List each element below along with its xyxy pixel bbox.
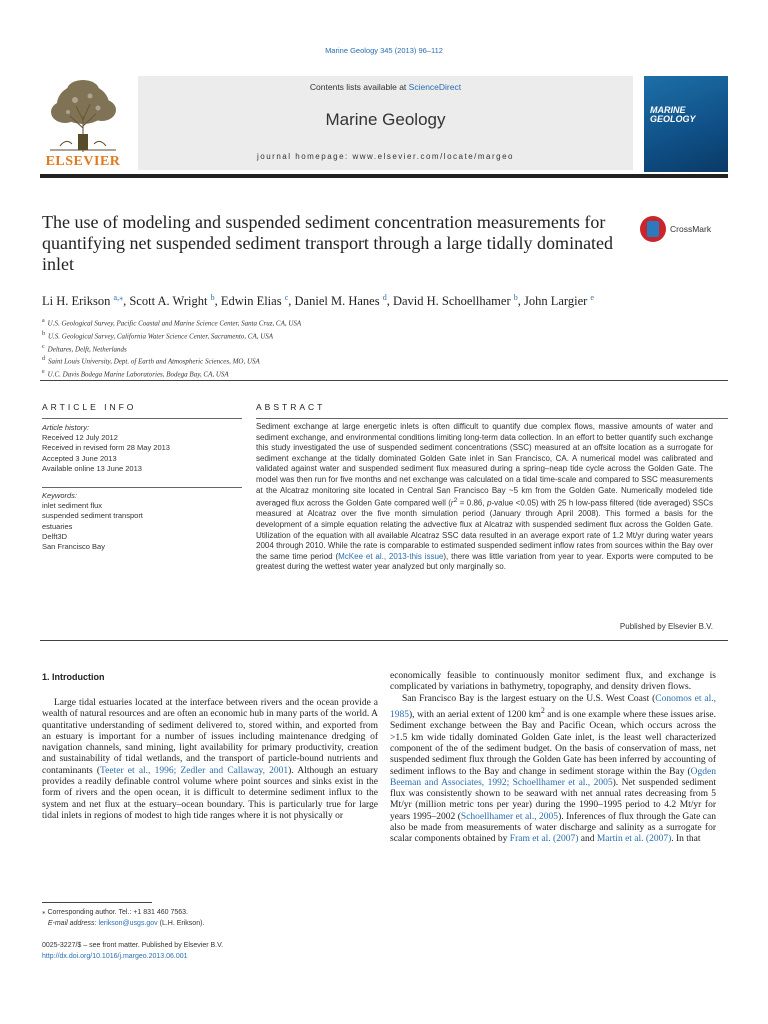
affiliation-list <box>42 316 642 380</box>
contents-prefix: Contents lists available at <box>309 82 409 92</box>
paragraph: economically feasible to continuously monitor sediment flux, and exchange is complicated by variations in bathymetry, topography, and density driven flows. <box>390 671 716 693</box>
abstract-heading: ABSTRACT <box>256 402 326 412</box>
keyword-item: suspended sediment transport <box>42 511 143 521</box>
author-name[interactable]: Scott A. Wright <box>129 294 208 309</box>
crossmark-badge[interactable] <box>640 216 740 244</box>
corresponding-author: ⁎ Corresponding author. Tel.: +1 831 460 7563. <box>42 909 189 916</box>
keywords-divider <box>42 487 242 488</box>
affiliation-item: $^e$ U.C. Davis Bodega Marine Laboratories, Bodega Bay, CA, USA <box>42 369 229 379</box>
author-affiliation-marker[interactable]: b <box>513 293 518 302</box>
reference-link[interactable]: Teeter et al., 1996; Zedler and Callaway, 2001 <box>100 765 289 776</box>
cover-title: MARINE GEOLOGY <box>650 105 696 124</box>
journal-citation[interactable]: Marine Geology 345 (2013) 96–112 <box>325 46 443 55</box>
article-title: The use of modeling and suspended sediment concentration measurements for quantifying net suspended sediment transport through a large tidally dominated inlet <box>42 212 614 274</box>
history-item: Accepted 3 June 2013 <box>42 453 117 463</box>
email-link[interactable]: lerikson@usgs.gov <box>98 920 158 927</box>
masthead-banner <box>138 76 633 170</box>
history-item: Received in revised form 28 May 2013 <box>42 443 170 453</box>
author-name[interactable]: Daniel M. Hanes <box>294 294 380 309</box>
affiliation-item: $^b$ U.S. Geological Survey, California Water Science Center, Sacramento, CA, USA <box>42 330 274 341</box>
author-name[interactable]: Li H. Erikson <box>42 294 111 309</box>
affiliation-item: $^a$ U.S. Geological Survey, Pacific Coastal and Marine Science Center, Santa Cruz, CA, USA <box>42 318 302 328</box>
article-info-heading: ARTICLE INFO <box>42 402 137 412</box>
author-name[interactable]: Edwin Elias <box>220 294 282 309</box>
affiliation-item: $^c$ Deltares, Delft, Netherlands <box>42 343 127 353</box>
reference-link[interactable]: Martin et al. (2007) <box>596 834 672 845</box>
keywords-label: Keywords: <box>42 491 78 500</box>
affiliation-divider <box>40 380 728 381</box>
email-line: E-mail address: lerikson@usgs.gov (L.H. Erikson). <box>47 920 205 927</box>
contents-available-line <box>138 82 633 92</box>
reference-link[interactable]: McKee et al., 2013-this issue <box>338 551 444 561</box>
paragraph: San Francisco Bay is the largest estuary on the U.S. West Coast (Conomos et al., 1985), with an aerial extent of 1200 $km^2$ and is one example where these issues arise. Sediment exchange between the Bay and Pacific Ocean, which occurs across the >1.5 km wide tidally dominated Golden Gate inlet, is the least well characterized component of the of the sediment budget. On the basis of conservation of mass, net suspended sediment flux through the Golden Gate has been inferred by accounting of sediment inflows to the Bay and change in sediment storage within the Bay (Ogden Beeman and Associates, 1992; Schoellhamer et al., 2005). Net suspended sediment flux was consistently shown to be seaward with net annual rates decreasing from 5 Mt/yr (million metric tons per year) during the 1990–1995 period to 4.2 Mt/yr for years 1995–2002 (Schoellhamer et al., 2005). Inferences of flux through the Gate can also be made from measurements of water discharge and salinity as a surrogate for scalar components obtained by Fram et al. (2007) and Martin et al. (2007). In that <box>390 693 717 845</box>
reference-link[interactable]: Conomos et al., 1985 <box>390 693 716 721</box>
abstract-bottom-divider <box>40 640 728 641</box>
reference-link[interactable]: Schoellhamer et al., 2005 <box>460 811 559 822</box>
author-list: Li H. Erikson $^{a,⁎}$, Scott A. Wright $^b$, Edwin Elias $^c$, Daniel M. Hanes $^d$, David H. Schoellhamer $^b$, John Largier $^e$ <box>42 293 594 309</box>
keyword-item: San Francisco Bay <box>42 542 105 552</box>
crossmark-icon <box>640 216 666 242</box>
author-affiliation-marker[interactable]: d <box>382 293 387 302</box>
keywords <box>42 491 242 552</box>
doi-link[interactable]: http://dx.doi.org/10.1016/j.margeo.2013.06.001 <box>42 953 188 960</box>
crossmark-label: CrossMark <box>670 224 712 234</box>
corresponding-author-footnote <box>42 907 382 929</box>
abstract-body: Sediment exchange at large energetic inlets is often difficult to quantify due complex flows, massive amounts of water and sediment exchange, and environmental conditions limiting long-term data collection. In an effort to better quantify such exchange this study investigated the use of suspended sediment concentrations (SSC) measured at an offsite location as a surrogate for sediment exchange at the tidally dominated Golden Gate inlet in San Francisco, CA. A numerical model was calibrated and validated against water and suspended sediment flux measured during a spring–neap tide cycle across the Golden Gate. The model was then run for five months and net exchange was calculated on a tidal time-scale and compared to SSC measurements at the Alcatraz monitoring site located in Central San Francisco Bay ~5 km from the Golden Gate. Numerically modeled tide averaged flux across the Golden Gate compared well ($r^2 = 0.86$, p-value <0.05) with 25 h low-pass filtered (tide averaged) SSCs measured at Alcatraz over the five month simulation period (January through April 2008). This formed a basis for the development of a simple equation relating the advective flux at Alcatraz with suspended sediment flux across the Golden Gate. Utilization of the equation with all available Alcatraz SSC data resulted in an average export rate of 1.2 Mt/yr during water years 2004 through 2010. While the rate is comparable to estimated suspended sediment inflow rates from sources within the Bay over the same time period (McKee et al., 2013-this issue), there was little variation from year to year. Exports were computed to be greatest during the wettest water year analyzed but only marginally so. <box>256 422 714 572</box>
keyword-item: inlet sediment flux <box>42 501 103 511</box>
author-name[interactable]: John Largier <box>524 294 588 309</box>
keyword-item: Delft3D <box>42 531 68 541</box>
journal-homepage[interactable]: journal homepage: www.elsevier.com/locate/margeo <box>257 152 514 161</box>
masthead-divider <box>40 174 728 178</box>
masthead <box>40 76 728 174</box>
abstract-divider <box>256 418 728 419</box>
author-affiliation-marker[interactable]: e <box>590 293 594 302</box>
elsevier-logo[interactable] <box>40 76 126 172</box>
history-item: Received 12 July 2012 <box>42 433 118 443</box>
author-name[interactable]: David H. Schoellhamer <box>392 294 511 309</box>
article-history-label: Article history: <box>42 423 90 432</box>
elsevier-tree-icon <box>40 76 126 154</box>
author-affiliation-marker[interactable]: b <box>210 293 215 302</box>
paragraph: Large tidal estuaries located at the interface between rivers and the ocean provide a wealth of natural resources and are often an economic hub in many parts of the world. A quantitative understanding of sediment delivered to, stored within, and exported from an estuary is important for a number of issues including maintenance dredging of navigation channels, sand mining, light availability for primary productivity, creation and sustainability of tidal wetlands, and the transport of particle-bound nutrients and contaminants (Teeter et al., 1996; Zedler and Callaway, 2001). Although an estuary provides a readily definable control volume where point sources and sinks exist in the form of rivers and the open ocean, it is difficult to determine sediment influx to the system and net flux at the estuary–ocean boundary. This is particularly true for large tidal inlets in regions of modest to high tide ranges where it is not physically or <box>42 698 378 821</box>
body-column-left <box>42 698 378 822</box>
history-item: Available online 13 June 2013 <box>42 463 142 473</box>
keyword-item: estuaries <box>42 521 73 531</box>
author-affiliation-marker[interactable]: a,⁎ <box>113 293 124 302</box>
article-info-divider <box>42 418 242 419</box>
front-matter-info <box>42 940 382 962</box>
author-affiliation-marker[interactable]: c <box>284 293 289 302</box>
reference-link[interactable]: Ogden Beeman and Associates, 1992; Schoellhamer et al., 2005 <box>390 766 716 788</box>
sciencedirect-link[interactable]: ScienceDirect <box>408 82 462 92</box>
reference-link[interactable]: Fram et al. (2007) <box>509 834 579 845</box>
body-column-right <box>390 671 716 846</box>
journal-cover-thumbnail[interactable] <box>644 76 728 172</box>
affiliation-item: $^d$ Saint Louis University, Dept. of Earth and Atmospheric Sciences, MO, USA <box>42 356 260 366</box>
issn-line: 0025-3227/$ – see front matter. Published by Elsevier B.V. <box>42 942 224 949</box>
footnote-divider <box>42 902 152 903</box>
article-history <box>42 423 242 474</box>
publisher-wordmark: ELSEVIER <box>45 154 121 169</box>
section-heading-introduction: 1. Introduction <box>42 672 105 682</box>
journal-name: Marine Geology <box>325 110 446 129</box>
published-by: Published by Elsevier B.V. <box>619 622 713 631</box>
